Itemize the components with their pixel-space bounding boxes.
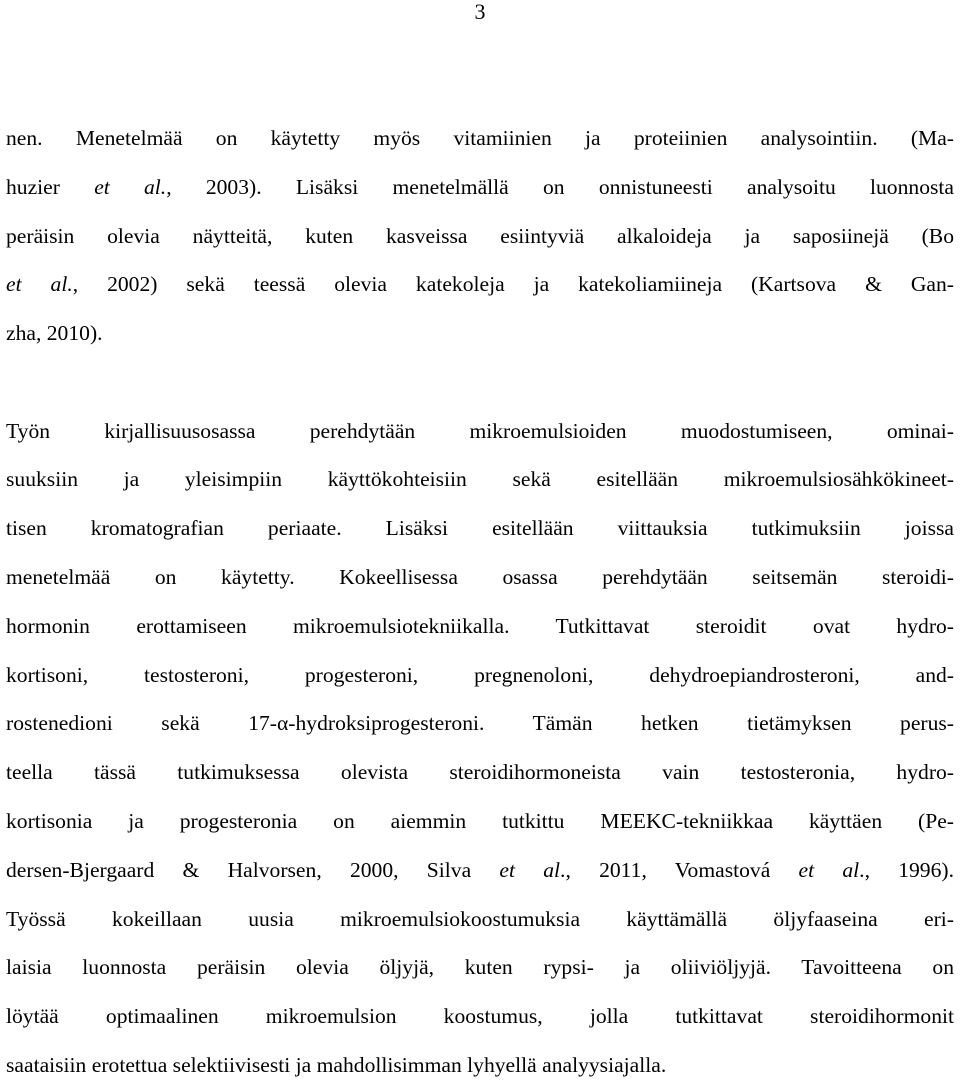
text-run: peräisin olevia näytteitä, kuten kasveissa esiintyviä alkaloideja ja saposiinejä (Bo: [6, 223, 954, 248]
text-run: teella tässä tutkimuksessa olevista steroidihormoneista vain testosteronia, hydro-: [6, 760, 954, 785]
text-run: tisen kromatografian periaate. Lisäksi esitellään viittauksia tutkimuksiin joissa: [6, 516, 954, 541]
text-line: [6, 114, 954, 163]
text-run: ., 2011, Vomastová: [560, 857, 799, 882]
text-line: [6, 1041, 954, 1090]
text-line: [6, 407, 954, 456]
text-line: [6, 309, 954, 358]
text-run: löytää optimaalinen mikroemulsion koostumus, jolla tutkittavat steroidihormonit: [6, 1004, 954, 1029]
text-run: suuksiin ja yleisimpiin käyttökohteisiin sekä esitellään mikroemulsiosähkökineet-: [6, 467, 954, 492]
text-line: [6, 895, 954, 944]
text-line: [6, 943, 954, 992]
text-run: kortisoni, testosteroni, progesteroni, pregnenoloni, dehydroepiandrosteroni, and-: [6, 662, 954, 687]
italic-citation: et al.: [94, 174, 167, 199]
text-line: [6, 553, 954, 602]
text-line: [6, 260, 954, 309]
text-run: laisia luonnosta peräisin olevia öljyjä, kuten rypsi- ja oliiviöljyjä. Tavoitteena on: [6, 955, 954, 980]
text-line: [6, 602, 954, 651]
text-run: saataisiin erotettua selektiivisesti ja mahdollisimman lyhyellä analyysiajalla.: [6, 1052, 667, 1077]
italic-citation: et al.: [6, 272, 73, 297]
text-run: , 2002) sekä teessä olevia katekoleja ja katekoliamiineja (Kartsova & Gan-: [72, 272, 954, 297]
text-run: kortisonia ja progesteronia on aiemmin tutkittu MEEKC-tekniikkaa käyttäen (Pe-: [6, 808, 954, 833]
text-line: [6, 846, 954, 895]
text-run: huzier: [6, 174, 95, 199]
text-run: Työn kirjallisuusosassa perehdytään mikroemulsioiden muodostumiseen, ominai-: [6, 418, 954, 443]
text-run: hormonin erottamiseen mikroemulsiotekniikalla. Tutkittavat steroidit ovat hydro-: [6, 613, 954, 638]
text-line: [6, 992, 954, 1041]
text-line: [6, 212, 954, 261]
italic-citation: et al: [798, 857, 860, 882]
paragraph-1: [6, 114, 954, 358]
text-line: [6, 748, 954, 797]
paragraph-gap: [6, 358, 954, 407]
text-run: dersen-Bjergaard & Halvorsen, 2000, Silva: [6, 857, 500, 882]
italic-citation: et al: [499, 857, 561, 882]
text-run: zha, 2010).: [6, 321, 103, 346]
text-line: [6, 504, 954, 553]
paragraph-2: [6, 407, 954, 1090]
page-number: 3: [474, 0, 486, 24]
text-run: Työssä kokeillaan uusia mikroemulsiokoostumuksia käyttämällä öljyfaaseina eri-: [6, 906, 954, 931]
text-run: rostenedioni sekä 17-α-hydroksiprogesteroni. Tämän hetken tietämyksen perus-: [6, 711, 954, 736]
text-line: [6, 651, 954, 700]
text-run: menetelmää on käytetty. Kokeellisessa osassa perehdytään seitsemän steroidi-: [6, 564, 954, 589]
text-run: ., 1996).: [859, 857, 954, 882]
text-run: nen. Menetelmää on käytetty myös vitamiinien ja proteiinien analysointiin. (Ma-: [6, 126, 954, 150]
text-line: [6, 699, 954, 748]
text-line: [6, 163, 954, 212]
text-run: , 2003). Lisäksi menetelmällä on onnistuneesti analysoitu luonnosta: [166, 174, 954, 199]
document-body: [6, 114, 954, 1090]
text-line: [6, 797, 954, 846]
text-line: [6, 455, 954, 504]
